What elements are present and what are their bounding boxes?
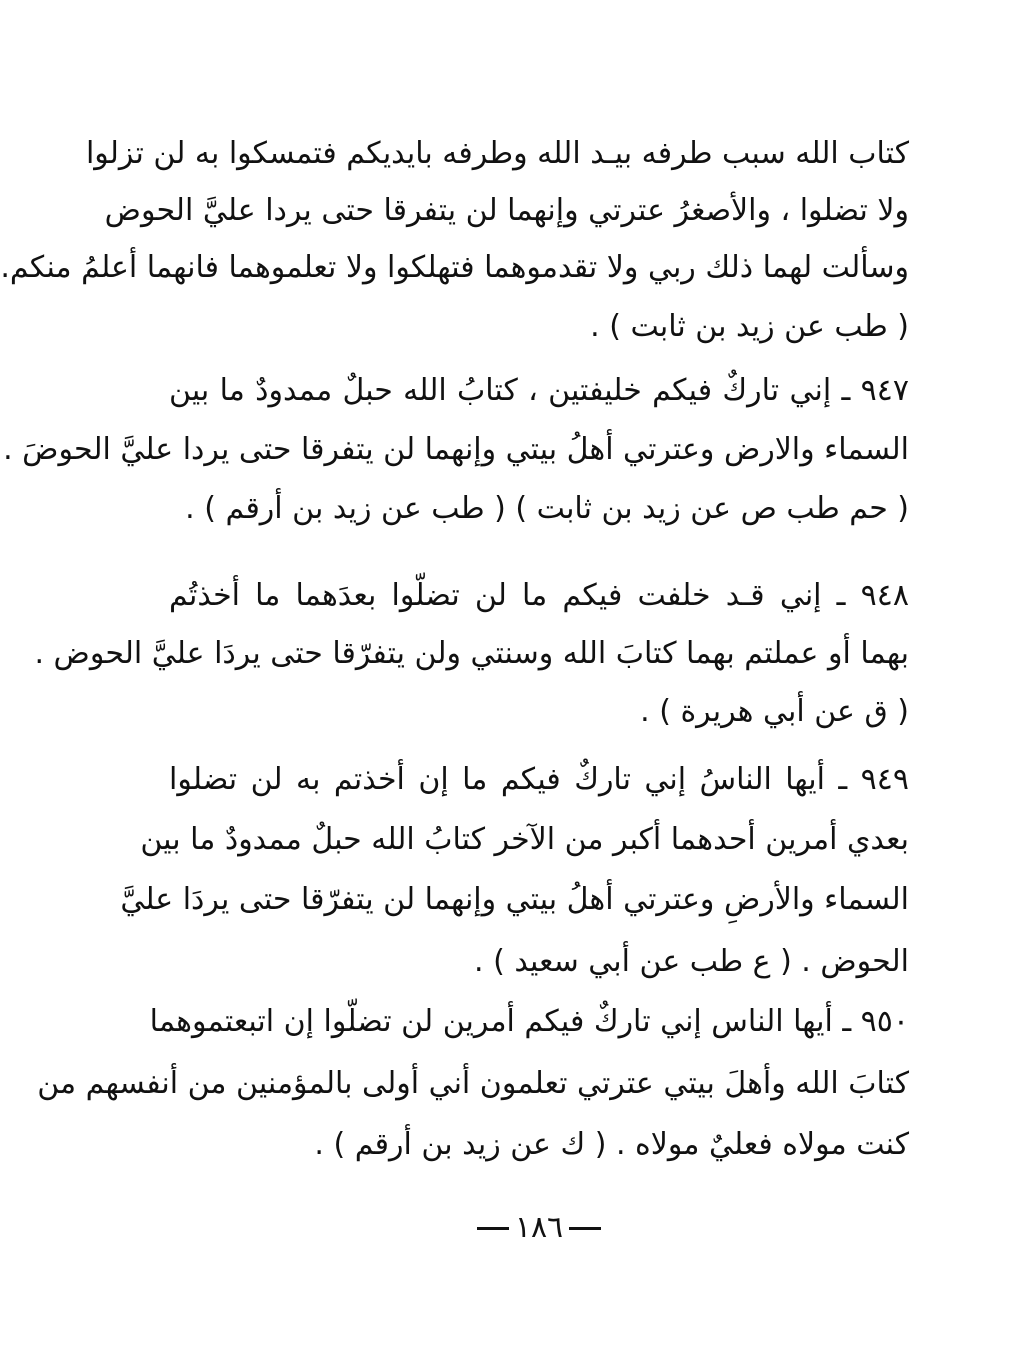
- hadith-950-line-3: كنت مولاه فعليٌ مولاه . ( ك عن زيد بن أرقم ) .: [314, 1127, 909, 1162]
- citation-line-1: ( طب عن زيد بن ثابت ) .: [590, 309, 909, 344]
- hadith-948-line-1: ٩٤٨ ـ إني قـد خلفت فيكم ما لن تضلّوا بعدَهما ما أخذتُم: [169, 578, 909, 613]
- hadith-947-line-1: ٩٤٧ ـ إني تاركٌ فيكم خليفتين ، كتابُ الله حبلٌ ممدودٌ ما بين: [169, 373, 909, 408]
- page-number-value: ١٨٦: [514, 1210, 564, 1245]
- text-line-2: ولا تضلوا ، والأصغرُ عترتي وإنهما لن يتفرقا حتى يردا عليَّ الحوض: [104, 193, 909, 228]
- hadith-947-citation: ( حم طب ص عن زيد بن ثابت ) ( طب عن زيد بن أرقم ) .: [185, 491, 909, 526]
- page-number: [69, 1206, 1009, 1250]
- text-line-3: وسألت لهما ذلك ربي ولا تقدموهما فتهلكوا ولا تعلموهما فانهما أعلمُ منكم.: [0, 250, 909, 285]
- hadith-950-line-2: كتابَ الله وأهلَ بيتي عترتي تعلمون أني أولى بالمؤمنين من أنفسهم من: [37, 1066, 909, 1101]
- hadith-947-line-2: السماء والارض وعترتي أهلُ بيتي وإنهما لن يتفرقا حتى يردا عليَّ الحوضَ .: [3, 432, 909, 467]
- hadith-949-line-2: بعدي أمرين أحدهما أكبر من الآخر كتابُ الله حبلٌ ممدودٌ ما بين: [140, 822, 909, 857]
- dash-left: [569, 1227, 601, 1230]
- hadith-950-line-1: ٩٥٠ ـ أيها الناس إني تاركٌ فيكم أمرين لن تضلّوا إن اتبعتموهما: [149, 1004, 909, 1039]
- hadith-949-line-1: ٩٤٩ ـ أيها الناسُ إني تاركٌ فيكم ما إن أخذتم به لن تضلوا: [169, 762, 909, 797]
- hadith-948-citation: ( ق عن أبي هريرة ) .: [640, 694, 909, 729]
- dash-right: [477, 1227, 509, 1230]
- text-line-1: كتاب الله سبب طرفه بيـد الله وطرفه بايديكم فتمسكوا به لن تزلوا: [85, 136, 909, 171]
- hadith-949-line-4: الحوض . ( ع طب عن أبي سعيد ) .: [474, 944, 909, 979]
- hadith-948-line-2: بهما أو عملتم بهما كتابَ الله وسنتي ولن يتفرّقا حتى يردَا عليَّ الحوض .: [34, 636, 909, 671]
- hadith-949-line-3: السماء والأرضِ وعترتي أهلُ بيتي وإنهما لن يتفرّقا حتى يردَا عليَّ: [120, 882, 909, 917]
